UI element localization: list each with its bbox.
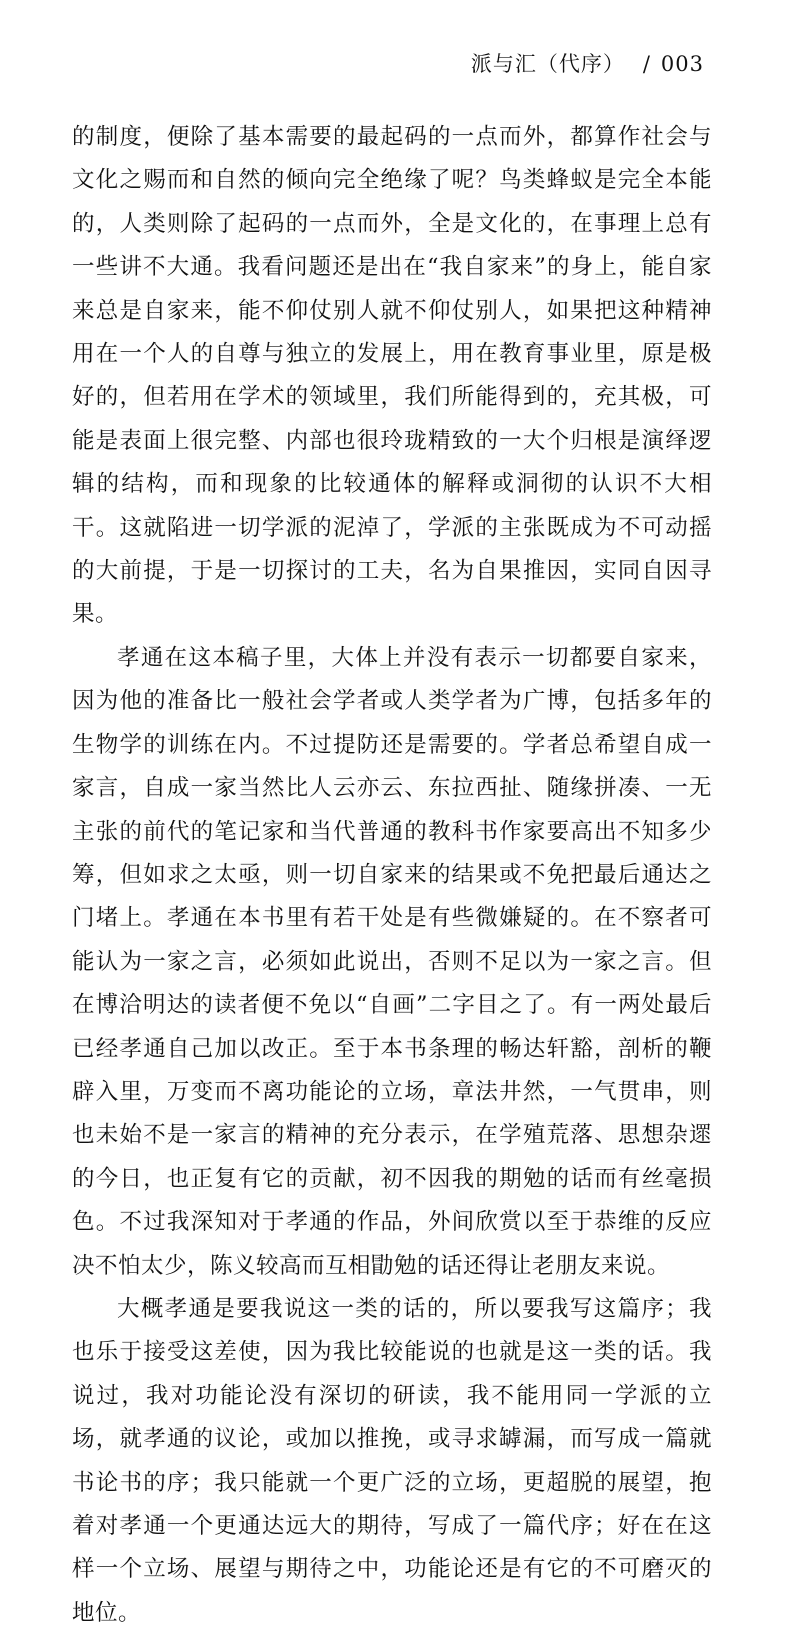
running-header [471,48,704,78]
paragraph-continued: 的制度，便除了基本需要的最起码的一点而外，都算作社会与文化之赐而和自然的倾向完全绝缘了呢？鸟类蜂蚁是完全本能的，人类则除了起码的一点而外，全是文化的，在事理上总有一些讲不大通。我看问题还是出在“我自家来”的身上，能自家来总是自家来，能不仰仗别人就不仰仗别人，如果把这种精神用在一个人的自尊与独立的发展上，用在教育事业里，原是极好的，但若用在学术的领域里，我们所能得到的，充其极，可能是表面上很完整、内部也很玲珑精致的一大个归根是演绎逻辑的结构，而和现象的比较通体的解释或洞彻的认识不大相干。这就陷进一切学派的泥淖了，学派的主张既成为不可动摇的大前提，于是一切探讨的工夫，名为自果推因，实同自因寻果。 [72,124,712,628]
header-separator: / [642,52,651,76]
page-number: 003 [660,52,704,76]
paragraph-2: 孝通在这本稿子里，大体上并没有表示一切都要自家来，因为他的准备比一般社会学者或人类学者为广博，包括多年的生物学的训练在内。不过提防还是需要的。学者总希望自成一家言，自成一家当然比人云亦云、东拉西扯、随缘拼凑、一无主张的前代的笔记家和当代普通的教科书作家要高出不知多少筹，但如求之太亟，则一切自家来的结果或不免把最后通达之门堵上。孝通在本书里有若干处是有些微嫌疑的。在不察者可能认为一家之言，必须如此说出，否则不足以为一家之言。但在博洽明达的读者便不免以“自画”二字目之了。有一两处最后已经孝通自己加以改正。至于本书条理的畅达轩豁，剖析的鞭辟入里，万变而不离功能论的立场，章法井然，一气贯串，则也未始不是一家言的精神的充分表示，在学殖荒落、思想杂遝的今日，也正复有它的贡献，初不因我的期勉的话而有丝毫损色。不过我深知对于孝通的作品，外间欣赏以至于恭维的反应决不怕太少，陈义较高而互相勖勉的话还得让老朋友来说。 [72,644,712,1279]
paragraph-3: 大概孝通是要我说这一类的话的，所以要我写这篇序；我也乐于接受这差使，因为我比较能说的也就是这一类的话。我说过，我对功能论没有深切的研读，我不能用同一学派的立场，就孝通的议论，或加以推挽，或寻求罅漏，而写成一篇就书论书的序；我只能就一个更广泛的立场，更超脱的展望，抱着对孝通一个更通达远大的期待，写成了一篇代序；好在在这样一个立场、展望与期待之中，功能论还是有它的不可磨灭的地位。 [72,1295,712,1626]
header-title: 派与汇（代序） [470,52,625,76]
body-text [72,116,712,1635]
